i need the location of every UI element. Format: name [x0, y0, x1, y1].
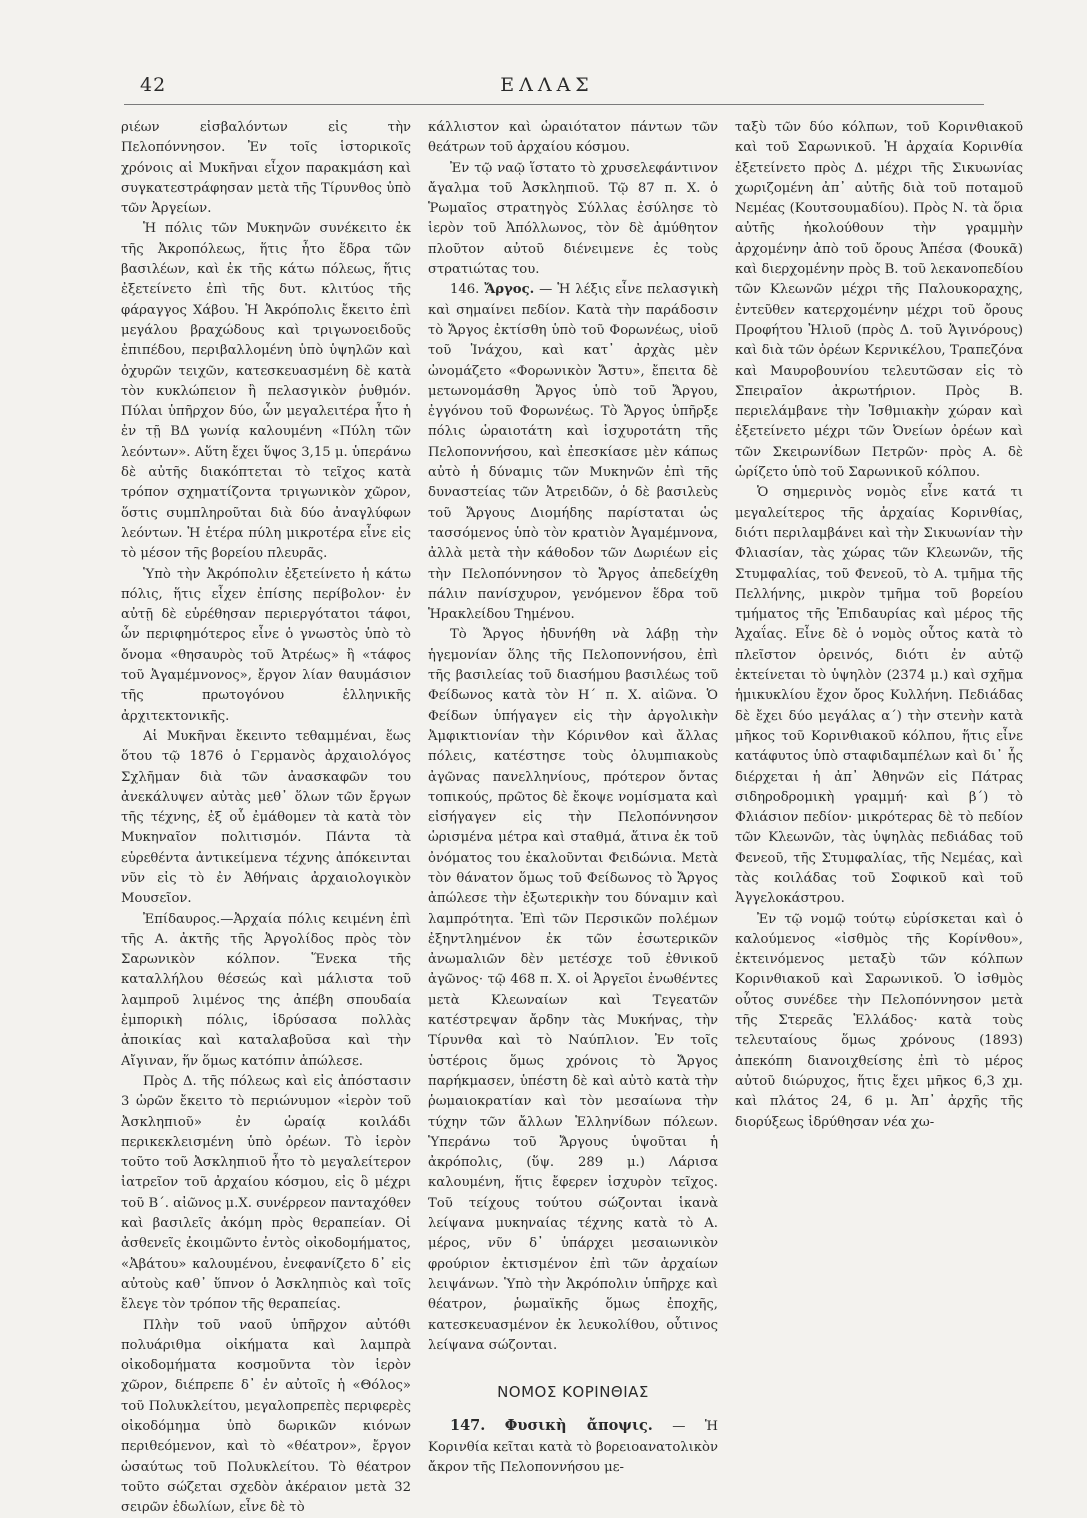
paragraph: Αἱ Μυκῆναι ἔκειντο τεθαμμέναι, ἕως ὅτου τῷ 1876 ὁ Γερμανὸς ἀρχαιολόγος Σχλῆμαν διὰ τῶν ἀνασκαφῶν του ἀνεκάλυψεν αὐτὰς μεθ᾽ ὅλων τῶν ἔργων τῆς τέχνης, ἐξ οὗ ἐμάθομεν τὰ κατὰ τὸν Μυκηναῖον πολιτισμόν. Πάντα τὰ εὑρεθέντα ἀντικείμενα τέχνης ἀπόκεινται νῦν εἰς τὸ ἐν Ἀθήναις ἀρχαιολογικὸν Μουσεῖον. — [121, 728, 411, 907]
paragraph: ταξὺ τῶν δύο κόλπων, τοῦ Κορινθιακοῦ καὶ τοῦ Σαρωνικοῦ. Ἡ ἀρχαία Κορινθία ἐξετείνετο πρὸς Δ. μέχρι τῆς Σικυωνίας χωριζομένη ἀπ᾽ αὐτῆς διὰ τοῦ ποταμοῦ Νεμέας (Κουτσουμαδίου). Πρὸς Ν. τὰ ὅρια αὐτῆς ἠκολούθουν τὴν γραμμὴν ἀρχομένην ἀπὸ τοῦ ὄρους Ἀπέσα (Φουκᾶ) καὶ διερχομένην πρὸς Β. τοῦ λεκανοπεδίου τῶν Κλεωνῶν μέχρι τῆς Παλουκοραχης, ἐντεῦθεν κατερχομένην μέχρι τοῦ ὄρους Προφήτου Ἠλιοῦ (πρὸς Δ. τοῦ Ἁγινόρους) καὶ διὰ τῶν ὀρέων Κερνικέλου, Τραπεζόνα καὶ Μαυροβουνίου τελευτῶσαν εἰς τὸ Σπειραῖον ἀκρωτήριον. Πρὸς Β. περιελάμβανε τὴν Ἰσθμιακὴν χώραν καὶ ἐξετείνετο μέχρι τῶν Ὀνείων ὀρέων καὶ τῶν Σκειρωνίδων Πετρῶν· πρὸς Α. δὲ ὡρίζετο ὑπὸ τοῦ Σαρωνικοῦ κόλπου. — [735, 120, 1023, 481]
paragraph-147 — [428, 1416, 718, 1478]
paragraph: κάλλιστον καὶ ὡραιότατον πάντων τῶν θεάτρων τοῦ ἀρχαίου κόσμου. — [428, 120, 718, 156]
header-rule — [124, 104, 984, 105]
paragraph: Τὸ Ἄργος ἠδυνήθη νὰ λάβῃ τὴν ἡγεμονίαν ὅλης τῆς Πελοποννήσου, ἐπὶ τῆς βασιλείας τοῦ διασήμου βασιλέως τοῦ Φείδωνος κατὰ τὸν Η΄ π. Χ. αἰῶνα. Ὁ Φείδων ὑπήγαγεν εἰς τὴν ἀργολικὴν Ἀμφικτιονίαν τὴν Κόρινθον καὶ ἄλλας πόλεις, κατέστησε τοὺς ὀλυμπιακοὺς ἀγῶνας πανελληνίους, πρότερον ὄντας τοπικούς, πρῶτος δὲ ἔκοψε νομίσματα καὶ εἰσήγαγεν εἰς τὴν Πελοπόννησον ὡρισμένα μέτρα καὶ σταθμά, ἅτινα ἐκ τοῦ ὀνόματος του ἐκαλοῦνται Φειδώνια. Μετὰ τὸν θάνατον ὅμως τοῦ Φείδωνος τὸ Ἄργος ἀπώλεσε τὴν ἐξωτερικὴν του δύναμιν καὶ λαμπρότητα. Ἐπὶ τῶν Περσικῶν πολέμων ἐξηντλημένον ἐκ τῶν ἐσωτερικῶν ἀνωμαλιῶν δὲν μετέσχε τοῦ ἐθνικοῦ ἀγῶνος· τῷ 468 π. Χ. οἱ Ἀργεῖοι ἑνωθέντες μετὰ Κλεωναίων καὶ Τεγεατῶν κατέστρεψαν ἄρδην τὰς Μυκήνας, τὴν Τίρυνθα καὶ τὸ Ναύπλιον. Ἐν τοῖς ὑστέροις ὅμως χρόνοις τὸ Ἄργος παρήκμασεν, ὑπέστη δὲ καὶ αὐτὸ κατὰ τὴν ῥωμαιοκρατίαν καὶ τὸν μεσαίωνα τὴν τύχην τῶν ἄλλων Ἑλληνίδων πόλεων. Ὑπεράνω τοῦ Ἄργους ὑψοῦται ἡ ἀκρόπολις, (ὕψ. 289 μ.) Λάρισα καλουμένη, ἥτις ἔφερεν ἰσχυρὸν τεῖχος. Τοῦ τείχους τούτου σώζονται ἱκανὰ λείψανα μυκηναίας τέχνης κατὰ τὸ Α. μέρος, νῦν δ᾽ ὑπάρχει μεσαιωνικὸν φρούριον ἐκτισμένον ἐπὶ τῶν ἀρχαίων λειψάνων. Ὑπὸ τὴν Ἀκρόπολιν ὑπῆρχε καὶ θέατρον, ῥωμαϊκῆς ὅμως ἐποχῆς, κατεσκευασμένον ἐκ λευκολίθου, οὗτινος λείψανα σώζονται. — [428, 627, 718, 1353]
paragraph-text: — Ἡ λέξις εἶνε πελασγικὴ καὶ σημαίνει πεδίον. Κατὰ τὴν παράδοσιν τὸ Ἄργος ἐκτίσθη ὑπὸ τοῦ Φορωνέως, υἱοῦ τοῦ Ἰνάχου, καὶ κατ᾽ ἀρχὰς μὲν ὠνομάζετο «Φορωνικὸν Ἄστυ», ἔπειτα δὲ μετωνομάσθη Ἄργος ὑπὸ τοῦ Ἄργου, ἐγγόνου τοῦ Φορωνέως. Τὸ Ἄργος ὑπῆρξε πόλις ὡραιοτάτη καὶ ἰσχυροτάτη τῆς Πελοποννήσου, καὶ ἐπεσκίασε μὲν κάπως αὐτὸ ἡ δύναμις τῶν Μυκηνῶν ἐπὶ τῆς δυναστείας τῶν Ἀτρειδῶν, ὁ δὲ βασιλεὺς τοῦ Ἄργους Διομήδης παρίσταται ὡς τασσόμενος ὑπὸ τὸν κρατιὸν Ἀγαμέμνονα, ἀλλὰ μετὰ τὴν κάθοδον τῶν Δωριέων εἰς τὴν Πελοπόννησον τὸ Ἄργος ἀπεδείχθη πάλιν πανίσχυρον, γενόμενον ἕδρα τοῦ Ἡρακλείδου Τημένου. — [428, 282, 718, 623]
paragraph: Ἐν τῷ ναῷ ἵστατο τὸ χρυσελεφάντινον ἄγαλμα τοῦ Ἀσκληπιοῦ. Τῷ 87 π. Χ. ὁ Ῥωμαῖος στρατηγὸς Σύλλας ἐσύλησε τὸ ἱερὸν τοῦ Ἀπόλλωνος, τὸν δὲ ἀμύθητον πλοῦτον αὐτοῦ διένειμενε ἐς τοὺς στρατιώτας του. — [428, 160, 718, 278]
page-number: 42 — [140, 74, 167, 96]
paragraph: ριέων εἰσβαλόντων εἰς τὴν Πελοπόννησον. Ἐν τοῖς ἱστορικοῖς χρόνοις αἱ Μυκῆναι εἶχον παρακμάση καὶ συγκατεστράφησαν μετὰ τῆς Τίρυνθος ὑπὸ τῶν Ἀργείων. — [121, 120, 411, 217]
text-column-3 — [735, 118, 1023, 1133]
paragraph: Ἐν τῷ νομῷ τούτῳ εὑρίσκεται καὶ ὁ καλούμενος «ἰσθμὸς τῆς Κορίνθου», ἐκτεινόμενος μεταξὺ τῶν κόλπων Κορινθιακοῦ καὶ Σαρωνικοῦ. Ὁ ἰσθμὸς οὗτος συνέδεε τὴν Πελοπόννησον μετὰ τῆς Στερεᾶς Ἑλλάδος· κατὰ τοὺς τελευταίους ὅμως χρόνους (1893) ἀπεκόπη διανοιχθείσης ἐπὶ τὸ μέρος αὐτοῦ διώρυχος, ἥτις ἔχει μῆκος 6,3 χμ. καὶ πλάτος 24, 6 μ. Ἀπ᾽ ἀρχῆς τῆς διορύξεως ἱδρύθησαν νέα χω- — [735, 911, 1023, 1130]
paragraph-146 — [428, 280, 718, 625]
paragraph: Ἡ πόλις τῶν Μυκηνῶν συνέκειτο ἐκ τῆς Ἀκροπόλεως, ἥτις ἦτο ἕδρα τῶν βασιλέων, καὶ ἐκ τῆς κάτω πόλεως, ἥτις ἐξετείνετο ἐπὶ τῆς δυτ. κλιτύος τῆς φάραγγος Χάβου. Ἡ Ἀκρόπολις ἔκειτο ἐπὶ μεγάλου βραχώδους καὶ τριγωνοειδοῦς ἐπιπέδου, περιβαλλομένη ὑπὸ ὑψηλῶν καὶ ὀχυρῶν τειχῶν, κατεσκευασμένη δὲ κατὰ τὸν κυκλώπειον ἢ πελασγικὸν ῥυθμόν. Πύλαι ὑπῆρχον δύο, ὧν μεγαλειτέρα ἦτο ἡ ἐν τῇ ΒΔ γωνίᾳ καλουμένη «Πύλη τῶν λεόντων». Αὕτη ἔχει ὕψος 3,15 μ. ὑπεράνω δὲ αὐτῆς διακόπτεται τὸ τεῖχος κατὰ τρόπον σχηματίζοντα τριγωνικὸν χῶρον, ὅστις συμπληροῦται διὰ δύο ἀναγλύφων λεόντων. Ἡ ἑτέρα πύλη μικροτέρα εἶνε εἰς τὸ μέσον τῆς βορείου πλευρᾶς. — [121, 221, 411, 562]
paragraph-title: Ἄργος. — [484, 282, 535, 298]
running-title: ΕΛΛΑΣ — [500, 74, 594, 96]
text-column-1 — [121, 118, 411, 1518]
text-column-2 — [428, 118, 718, 1478]
section-heading: ΝΟΜΟΣ ΚΟΡΙΝΘΙΑΣ — [497, 1383, 649, 1402]
paragraph: Πρὸς Δ. τῆς πόλεως καὶ εἰς ἀπόστασιν 3 ὡρῶν ἔκειτο τὸ περιώνυμον «ἱερὸν τοῦ Ἀσκληπιοῦ» ἐν ὡραίᾳ κοιλάδι περικεκλεισμένη ὑπὸ ὀρέων. Τὸ ἱερὸν τοῦτο τοῦ Ἀσκληπιοῦ ἦτο τὸ μεγαλείτερον ἰατρεῖον τοῦ ἀρχαίου κόσμου, εἰς ὃ μέχρι τοῦ Β΄. αἰῶνος μ.Χ. συνέρρεον πανταχόθεν καὶ βασιλεῖς ἀκόμη πρὸς θεραπείαν. Οἱ ἀσθενεῖς ἐκοιμῶντο ἐντὸς οἰκοδομήματος, «Ἀβάτου» καλουμένου, ἐνεφανίζετο δ᾽ εἰς αὐτοὺς καθ᾽ ὕπνον ὁ Ἀσκληπιὸς καὶ τοῖς ἔλεγε τὸν τρόπον τῆς θεραπείας. — [121, 1073, 411, 1313]
paragraph: Ὁ σημερινὸς νομὸς εἶνε κατά τι μεγαλείτερος τῆς ἀρχαίας Κορινθίας, διότι περιλαμβάνει καὶ τὴν Σικυωνίαν τὴν Φλιασίαν, τὰς χώρας τῶν Κλεωνῶν, τῆς Στυμφαλίας, τοῦ Φενεοῦ, τὸ Α. τμῆμα τῆς Πελλήνης, μικρὸν τμῆμα τοῦ βορείου τμήματος τῆς Ἐπιδαυρίας καὶ μέρος τῆς Ἀχαΐας. Εἶνε δὲ ὁ νομὸς οὗτος κατὰ τὸ πλεῖστον ὀρεινός, διότι ἐν αὐτῷ ἐκτείνεται τὸ ὑψηλὸν (2374 μ.) καὶ σχῆμα ἡμικυκλίου ἔχον ὄρος Κυλλήνη. Πεδιάδας δὲ ἔχει δύο μεγάλας α΄) τὴν στενὴν κατὰ μῆκος τοῦ Κορινθιακοῦ κόλπου, ἥτις εἶνε κατάφυτος ὑπὸ σταφιδαμπέλων καὶ δι᾽ ἧς διέρχεται ἡ ἀπ᾽ Ἀθηνῶν εἰς Πάτρας σιδηροδρομικὴ γραμμή· καὶ β΄) τὸ Φλιάσιον πεδίον· μικρότερας δὲ τὸ πεδίον τῶν Κλεωνῶν, τὰς ὑψηλὰς πεδιάδας τοῦ Φενεοῦ, τῆς Στυμφαλίας, τῆς Νεμέας, καὶ τὰς κοιλάδας τοῦ Σοφικοῦ καὶ τοῦ Ἀγγελοκάστρου. — [735, 485, 1023, 907]
paragraph: Ὑπὸ τὴν Ἀκρόπολιν ἐξετείνετο ἡ κάτω πόλις, ἥτις εἶχεν ἐπίσης περίβολον· ἐν αὐτῇ δὲ εὑρέθησαν περιεργότατοι τάφοι, ὧν περιφημότερος εἶνε ὁ γνωστὸς ὑπὸ τὸ ὄνομα «θησαυρὸς τοῦ Ἀτρέως» ἢ «τάφος τοῦ Ἀγαμέμνονος», ἔργον λίαν θαυμάσιον τῆς πρωτογόνου ἑλληνικῆς ἀρχιτεκτονικῆς. — [121, 566, 411, 724]
paragraph-title: Φυσικὴ ἄποψις. — [504, 1417, 653, 1435]
paragraph: Ἐπίδαυρος.—Ἀρχαία πόλις κειμένη ἐπὶ τῆς Α. ἀκτῆς τῆς Ἀργολίδος πρὸς τὸν Σαρωνικὸν κόλπον. Ἕνεκα τῆς καταλλήλου θέσεώς καὶ μάλιστα τοῦ λαμπροῦ λιμένος της ἀπέβη σπουδαία ἐμπορικὴ πόλις, ἱδρύσασα πολλὰς ἀποικίας καὶ καταλαβοῦσα καὶ τὴν Αἴγιναν, ἥν ὅμως κατόπιν ἀπώλεσε. — [121, 911, 411, 1069]
paragraph-number: 147. — [450, 1417, 486, 1435]
paragraph-number: 146. — [450, 282, 480, 298]
page-header — [116, 74, 978, 104]
paragraph: Πλὴν τοῦ ναοῦ ὑπῆρχον αὐτόθι πολυάριθμα οἰκήματα καὶ λαμπρὰ οἰκοδομήματα κοσμοῦντα τὸν ἱερὸν χῶρον, διέπρεπε δ᾽ ἐν αὐτοῖς ἡ «Θόλος» τοῦ Πολυκλείτου, μεγαλοπρεπὲς περιφερὲς οἰκοδόμημα ὑπὸ δωρικῶν κιόνων περιθεόμενον, καὶ τὸ «θέατρον», ἔργον ὡσαύτως τοῦ Πολυκλείτου. Τὸ θέατρον τοῦτο σώζεται σχεδὸν ἀκέραιον μετὰ 32 σειρῶν ἑδωλίων, εἶνε δὲ τὸ — [121, 1317, 411, 1516]
paragraph-text: — Ἡ Κορινθία κεῖται κατὰ τὸ βορειοανατολικὸν ἄκρον τῆς Πελοποννήσου με- — [428, 1419, 718, 1475]
